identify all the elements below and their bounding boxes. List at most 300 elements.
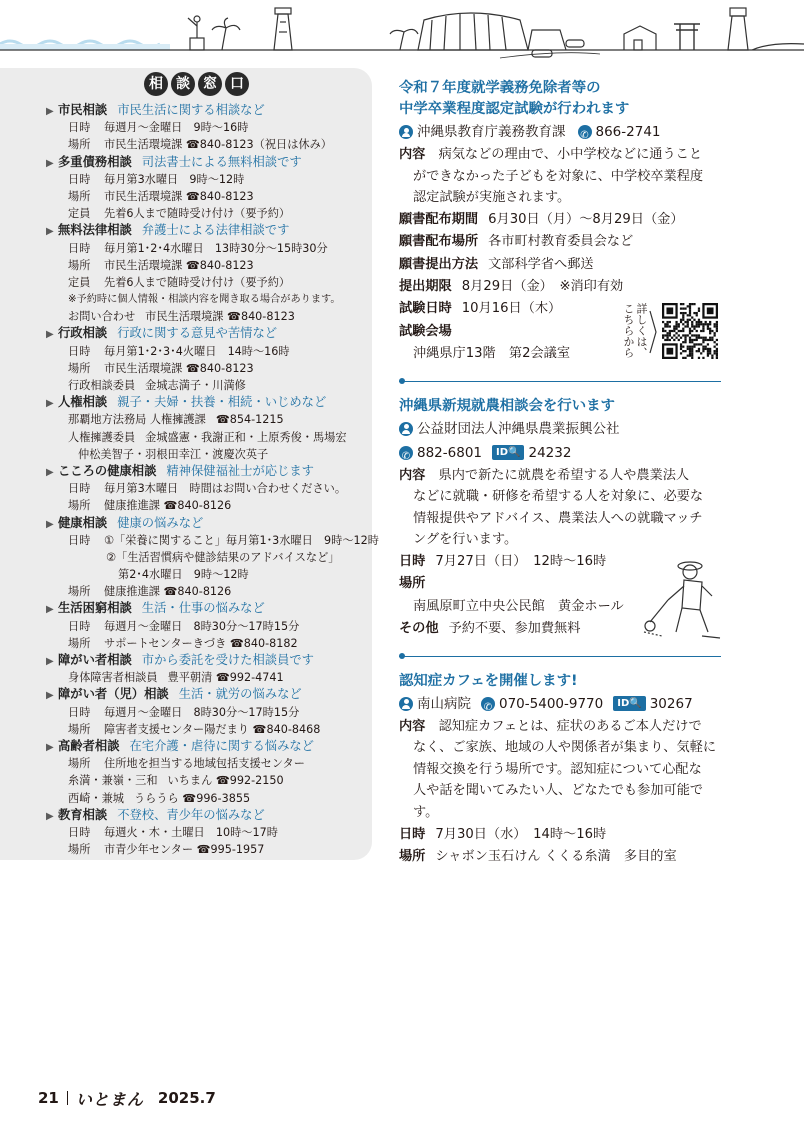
qr-module	[698, 323, 700, 325]
qr-module	[702, 339, 704, 341]
detail-value: 仲松美智子・羽根田幸江・渡慶次英子	[78, 447, 269, 461]
qr-module	[691, 323, 693, 325]
consult-detail	[58, 566, 370, 583]
footer-separator	[67, 1091, 68, 1105]
detail-label: 人権擁護委員	[68, 430, 136, 444]
qr-module	[707, 307, 714, 314]
content-text	[399, 716, 721, 824]
detail-label: 糸満・兼嶺・三和	[68, 774, 158, 788]
person-icon	[399, 697, 413, 711]
qr-module	[689, 339, 691, 341]
qr-module	[680, 307, 682, 309]
section-name: 人権相談	[58, 395, 108, 410]
consult-detail	[58, 704, 370, 721]
qr-module	[687, 314, 689, 316]
section-name: 無料法律相談	[58, 223, 132, 238]
qr-module	[705, 323, 707, 325]
qr-module	[714, 323, 716, 325]
content-line: 認定試験が実施されます。	[413, 190, 571, 206]
statue-icon	[188, 16, 204, 50]
qr-module	[709, 328, 711, 330]
detail-label: お問い合わせ	[68, 310, 136, 324]
id-number: 30267	[649, 695, 693, 712]
qr-module	[678, 325, 680, 327]
qr-module	[682, 328, 684, 330]
section-desc: 生活・仕事の悩みなど	[141, 601, 265, 616]
qr-module	[716, 343, 718, 345]
consult-section	[46, 222, 370, 239]
consult-detail	[58, 171, 370, 188]
qr-module	[689, 350, 691, 352]
qr-module	[714, 334, 716, 336]
consult-detail	[58, 188, 370, 205]
detail-label: 日時	[68, 533, 91, 547]
person-icon	[399, 422, 413, 436]
qr-module	[662, 321, 664, 323]
detail-label: 日時	[68, 619, 91, 633]
content-line: ングを行います。	[413, 532, 518, 548]
qr-module	[673, 334, 675, 336]
qr-module	[666, 321, 668, 323]
triangle-right-icon: ▶	[46, 226, 54, 238]
qr-module	[680, 321, 682, 323]
qr-module	[711, 357, 713, 359]
section-desc: 在宅介護・虐待に関する悩みなど	[129, 738, 314, 753]
content-text	[399, 144, 721, 209]
consult-detail	[58, 635, 370, 652]
triangle-right-icon: ▶	[46, 690, 54, 702]
detail-value: 金城志満子・川満修	[145, 379, 246, 392]
qr-module	[698, 343, 700, 345]
field-label: その他	[399, 621, 439, 637]
qr-module	[689, 355, 691, 357]
title-char: 窓	[198, 72, 222, 96]
qr-module	[662, 328, 664, 330]
phone-icon	[399, 446, 413, 460]
qr-module	[684, 337, 686, 339]
section-desc: 市民生活に関する相談など	[117, 103, 265, 117]
qr-module	[714, 352, 716, 354]
qr-module	[666, 348, 673, 355]
qr-module	[673, 325, 675, 327]
triangle-right-icon: ▶	[46, 810, 54, 822]
qr-module	[664, 339, 666, 341]
qr-module	[709, 323, 711, 325]
qr-module	[702, 325, 704, 327]
section-name: 多重債務相談	[58, 154, 132, 169]
qr-module	[691, 334, 693, 336]
consultation-list	[46, 102, 379, 858]
qr-module	[684, 357, 686, 359]
qr-module	[673, 328, 675, 330]
consult-detail	[58, 205, 370, 222]
content-label: 内容	[399, 467, 426, 483]
article-title: 沖縄県新規就農相談会を行います	[399, 397, 615, 414]
qr-module	[693, 319, 695, 321]
content-line: 人や話を聞いてみたい人、どなたでも参加可能です。	[413, 783, 704, 820]
qr-module	[689, 314, 691, 316]
consult-section	[46, 738, 370, 755]
qr-module	[693, 346, 695, 348]
detail-value: 毎週月〜金曜日 9時〜16時	[104, 121, 249, 135]
qr-module	[689, 337, 691, 339]
qr-module	[716, 328, 718, 330]
detail-value: うらうら ☎996-3855	[133, 791, 251, 805]
qr-module	[682, 303, 684, 305]
qr-module	[664, 323, 666, 325]
field-value: 予約不要、参加費無料	[448, 621, 581, 637]
qr-module	[702, 341, 704, 343]
consult-detail	[58, 257, 370, 274]
consult-detail	[58, 669, 370, 686]
organization: 公益財団法人沖縄県農業振興公社	[417, 420, 620, 437]
qr-module	[711, 339, 713, 341]
qr-module	[691, 346, 693, 348]
qr-module	[680, 346, 682, 348]
qr-module	[707, 352, 709, 354]
detail-value: 第2･4水曜日 9時〜12時	[118, 568, 249, 582]
qr-module	[698, 307, 700, 309]
consult-detail	[58, 480, 370, 497]
title-char: 相	[144, 72, 168, 96]
organization: 沖縄県教育庁義務教育課	[417, 124, 566, 140]
qr-module	[684, 341, 686, 343]
qr-module	[698, 337, 700, 339]
qr-module	[669, 339, 671, 341]
content-text	[399, 465, 721, 551]
detail-value: 毎月第1･2･3･4火曜日 14時〜16時	[104, 344, 290, 358]
article-title: 中学卒業程度認定試験が行われます	[399, 101, 630, 117]
triangle-right-icon: ▶	[46, 106, 54, 117]
field-row	[399, 209, 721, 231]
qr-module	[675, 337, 677, 339]
section-name: こころの健康相談	[58, 463, 157, 478]
qr-module	[702, 337, 704, 339]
triangle-right-icon: ▶	[46, 656, 54, 667]
qr-module	[691, 348, 693, 350]
qr-module	[700, 352, 702, 354]
qr-module	[696, 321, 698, 323]
field-value: 7月27日（日） 12時〜16時	[435, 554, 607, 569]
qr-module	[687, 346, 689, 348]
consult-detail	[58, 721, 370, 738]
qr-module	[687, 321, 689, 323]
consult-detail	[58, 308, 370, 325]
torii-gate-icon	[674, 24, 700, 50]
qr-module	[680, 352, 682, 354]
section-desc: 健康の悩みなど	[117, 515, 204, 530]
consult-detail	[58, 824, 370, 841]
qr-module	[678, 323, 680, 325]
field-value: 沖縄県庁13階 第2会議室	[413, 346, 571, 362]
qr-module	[682, 341, 684, 343]
contact-line	[399, 120, 721, 144]
field-label: 願書提出方法	[399, 256, 479, 272]
qr-module	[684, 350, 686, 352]
qr-module	[698, 319, 700, 321]
qr-module	[664, 330, 666, 332]
detail-label: 場所	[68, 189, 91, 203]
detail-value: いちまん ☎992-2150	[167, 774, 284, 788]
qr-module	[700, 337, 702, 339]
qr-module	[682, 350, 684, 352]
consult-detail	[58, 532, 379, 549]
detail-label: 場所	[68, 138, 91, 152]
qr-module	[669, 334, 671, 336]
qr-module	[666, 332, 668, 334]
qr-module	[664, 325, 666, 327]
qr-module	[673, 339, 675, 341]
qr-module	[689, 352, 691, 354]
qr-module	[696, 325, 698, 327]
qr-module	[689, 312, 691, 314]
qr-module	[687, 348, 689, 350]
qr-module	[682, 316, 684, 318]
consult-detail	[58, 755, 370, 772]
field-value: 6月30日（月）〜8月29日（金）	[488, 211, 684, 227]
detail-label: 日時	[68, 825, 91, 839]
qr-module	[700, 330, 702, 332]
qr-module	[716, 357, 718, 359]
triangle-right-icon: ▶	[46, 329, 54, 341]
qr-module	[711, 330, 713, 332]
article-title: 認知症カフェを開催します!	[399, 672, 578, 689]
qr-module	[707, 339, 709, 341]
detail-label: 日時	[68, 172, 91, 186]
qr-module	[702, 328, 704, 330]
content-line: 認知症カフェとは、症状のあるご本人だけで	[438, 718, 702, 734]
page-number: 21	[38, 1089, 59, 1107]
qr-module	[707, 343, 709, 345]
magazine-logo: いとまん	[75, 1089, 144, 1109]
field-value: 南風原町立中央公民館 黄金ホール	[413, 598, 624, 614]
qr-module	[689, 341, 691, 343]
content-label: 内容	[399, 147, 426, 162]
field-row	[399, 824, 721, 846]
qr-module	[682, 357, 684, 359]
qr-module	[709, 339, 711, 341]
phone-number: 882-6801	[417, 444, 482, 461]
triangle-right-icon: ▶	[46, 466, 54, 478]
consult-section	[46, 394, 370, 411]
consult-note: ※予約時に個人情報・相談内容を聞き取る場合があります。	[68, 294, 341, 306]
qr-module	[707, 350, 709, 352]
detail-label: 日時	[68, 482, 91, 496]
section-desc: 不登校、青少年の悩みなど	[117, 807, 265, 822]
qr-module	[678, 339, 680, 341]
qr-module	[709, 348, 711, 350]
qr-code-icon[interactable]	[662, 303, 718, 359]
qr-module	[702, 348, 704, 350]
qr-module	[700, 321, 702, 323]
consult-detail	[58, 411, 370, 428]
qr-module	[691, 355, 693, 357]
section-name: 市民相談	[58, 103, 108, 117]
field-label: 場所	[399, 849, 426, 864]
qr-module	[689, 303, 691, 305]
consult-section	[46, 102, 370, 119]
field-label: 願書配布期間	[399, 211, 479, 227]
qr-module	[700, 343, 702, 345]
consult-detail	[58, 841, 370, 858]
section-name: 行政相談	[58, 326, 108, 341]
qr-module	[675, 332, 677, 334]
field-row	[399, 254, 721, 276]
qr-module	[682, 307, 684, 309]
qr-module	[716, 325, 718, 327]
qr-module	[691, 352, 693, 354]
detail-value: 毎月第3木曜日 時間はお問い合わせください。	[104, 482, 347, 496]
qr-module	[705, 321, 707, 323]
detail-label: 日時	[68, 344, 91, 358]
qr-module	[684, 321, 686, 323]
qr-module	[696, 350, 698, 352]
qr-module	[696, 334, 698, 336]
section-desc: 生活・就労の悩みなど	[178, 687, 302, 702]
detail-value: 金城盛憲・我謝正和・上原秀俊・馬場宏	[145, 430, 347, 444]
qr-module	[693, 334, 695, 336]
qr-module	[716, 355, 718, 357]
qr-module	[705, 346, 707, 348]
qr-module	[675, 321, 677, 323]
article-dementia-cafe	[399, 671, 721, 869]
field-value: 各市町村教育委員会など	[488, 234, 634, 250]
section-name: 教育相談	[58, 807, 108, 822]
qr-module	[680, 303, 682, 305]
qr-module	[669, 321, 671, 323]
detail-value: 豊平朝清 ☎992-4741	[167, 671, 284, 685]
qr-module	[707, 355, 709, 357]
qr-module	[714, 341, 716, 343]
section-name: 高齢者相談	[58, 738, 120, 753]
content-line: 情報提供やアドバイス、農業法人への就職マッチ	[413, 510, 703, 526]
qr-module	[691, 321, 693, 323]
field-row	[399, 846, 721, 868]
field-label: 願書配布場所	[399, 234, 479, 250]
consult-detail	[58, 119, 370, 136]
qr-module	[705, 337, 707, 339]
detail-value: 市青少年センター ☎995-1957	[104, 843, 265, 857]
qr-module	[698, 321, 700, 323]
field-label: 試験会場	[399, 323, 452, 339]
qr-module	[707, 328, 709, 330]
detail-value: 毎月第1･2･4水曜日 13時30分〜15時30分	[104, 241, 328, 255]
id-search-icon: ID🔍	[613, 696, 645, 711]
field-row	[399, 231, 721, 253]
qr-module	[696, 337, 698, 339]
detail-value: 毎週火・木・土曜日 10時〜17時	[104, 825, 278, 839]
qr-module	[698, 357, 700, 359]
field-label: 試験日時	[399, 301, 452, 317]
qr-module	[716, 321, 718, 323]
qr-module	[689, 319, 691, 321]
palm-tree-icon	[212, 18, 418, 50]
detail-value: 毎週月〜金曜日 8時30分〜17時15分	[104, 619, 300, 633]
qr-module	[696, 343, 698, 345]
qr-module	[709, 332, 711, 334]
qr-module	[682, 323, 684, 325]
consult-section	[46, 600, 370, 617]
qr-module	[673, 330, 675, 332]
detail-label: 場所	[68, 499, 91, 513]
qr-module	[691, 357, 693, 359]
detail-label: 場所	[68, 722, 91, 736]
qr-module	[687, 305, 689, 307]
consult-section	[46, 807, 370, 824]
contact-line	[399, 692, 721, 716]
consultation-title	[144, 72, 249, 96]
section-name: 障がい者相談	[58, 653, 132, 667]
consult-section	[46, 463, 370, 480]
phone-number: 070-5400-9770	[499, 695, 604, 712]
qr-module	[689, 307, 691, 309]
detail-label: 定員	[68, 207, 91, 221]
detail-label: 身体障害者相談員	[68, 671, 158, 685]
qr-module	[684, 325, 686, 327]
detail-value: 健康推進課 ☎840-8126	[104, 585, 232, 599]
article-title: 令和７年度就学義務免除者等の	[399, 80, 601, 96]
detail-value: サポートセンターきづき ☎840-8182	[104, 636, 298, 650]
detail-value: 先着6人まで随時受け付け（要予約）	[104, 207, 291, 221]
qr-module	[709, 321, 711, 323]
qr-module	[691, 303, 693, 305]
consult-detail	[58, 136, 370, 153]
phone-number: 866-2741	[595, 124, 661, 140]
qr-block	[612, 303, 722, 363]
house-icon	[624, 26, 656, 50]
qr-module	[680, 343, 682, 345]
qr-module	[666, 339, 668, 341]
qr-module	[675, 328, 677, 330]
consult-detail	[58, 274, 370, 291]
section-name: 健康相談	[58, 515, 108, 530]
qr-module	[687, 325, 689, 327]
qr-module	[682, 346, 684, 348]
qr-module	[680, 337, 682, 339]
detail-value: 市民生活環境課 ☎840-8123	[104, 258, 254, 272]
field-row	[399, 276, 721, 298]
consult-detail	[58, 497, 370, 514]
triangle-right-icon: ▶	[46, 604, 54, 616]
field-value: シャボン玉石けん くくる糸満 多目的室	[435, 849, 677, 864]
content-line: ができなかった子どもを対象に、中学校卒業程度	[413, 168, 704, 184]
qr-module	[680, 348, 682, 350]
section-name: 障がい者（児）相談	[58, 687, 169, 702]
qr-module	[709, 337, 711, 339]
qr-module	[714, 325, 716, 327]
qr-module	[716, 323, 718, 325]
footer	[38, 1086, 216, 1110]
consult-detail	[58, 583, 370, 600]
qr-module	[675, 323, 677, 325]
title-char: 口	[225, 72, 249, 96]
consult-section	[46, 515, 370, 532]
qr-module	[689, 330, 691, 332]
qr-module	[671, 330, 673, 332]
detail-value: 健康推進課 ☎840-8126	[104, 499, 232, 513]
consult-section	[46, 686, 370, 703]
section-desc: 行政に関する意見や苦情など	[117, 326, 278, 341]
qr-module	[680, 319, 682, 321]
qr-module	[689, 305, 691, 307]
qr-module	[684, 312, 686, 314]
section-desc: 精神保健福祉士が応じます	[166, 463, 314, 478]
qr-module	[705, 339, 707, 341]
qr-module	[693, 328, 695, 330]
detail-label: 場所	[68, 258, 91, 272]
qr-module	[689, 346, 691, 348]
detail-label: 日時	[68, 241, 91, 255]
